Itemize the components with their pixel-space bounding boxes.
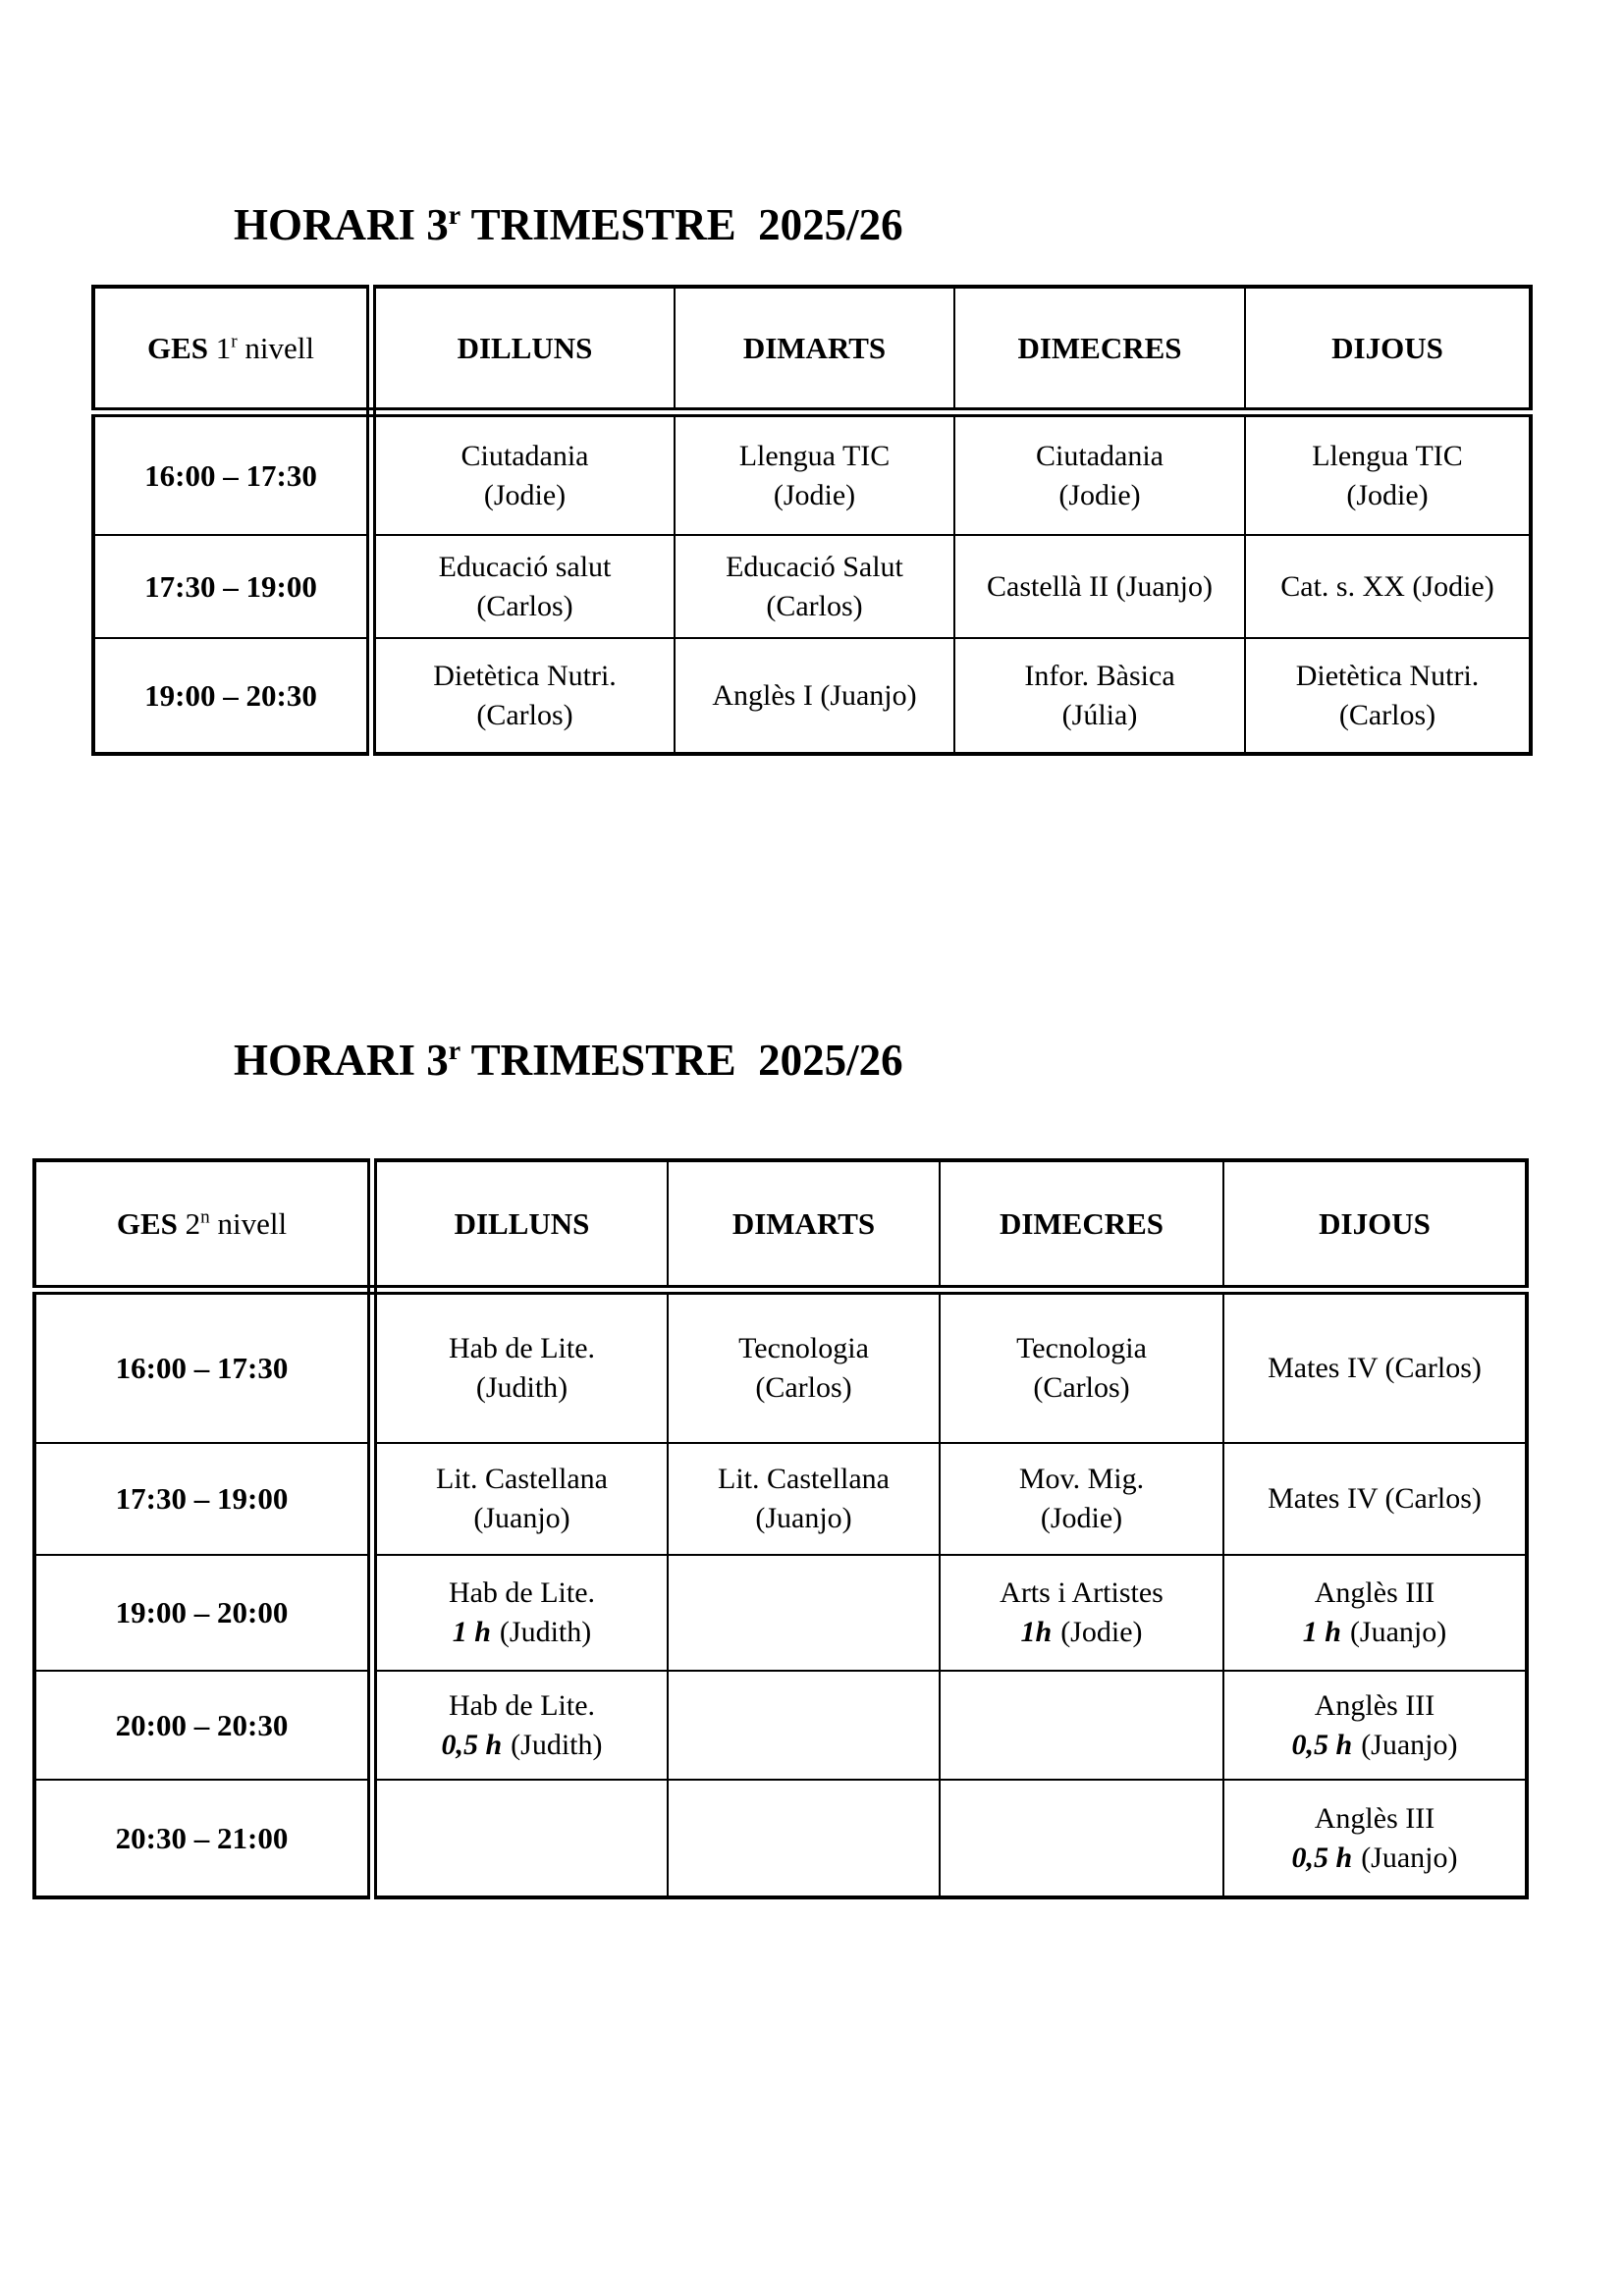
detail-line: [957, 696, 1242, 735]
day-header-dijous: DIJOUS: [1245, 287, 1531, 412]
class-cell-dilluns: [372, 1780, 668, 1897]
detail-line: [378, 476, 672, 515]
time-row: [34, 1780, 1527, 1897]
day-header-dimecres: DIMECRES: [954, 287, 1245, 412]
class-cell-dilluns: [372, 1443, 668, 1555]
class-cell-dijous: [1223, 1671, 1527, 1780]
detail-line: [1226, 1839, 1523, 1878]
class-cell-dijous: [1223, 1290, 1527, 1443]
subject-line: Tecnologia: [1016, 1332, 1147, 1364]
time-row: [93, 535, 1531, 638]
ges-1-schedule-table: [91, 285, 1533, 756]
day-header-dilluns: DILLUNS: [371, 287, 675, 412]
teacher-text: (Jodie): [1060, 1616, 1143, 1648]
detail-line: [379, 1368, 665, 1408]
time-slot-cell: 19:00 – 20:00: [34, 1555, 372, 1671]
time-slot-cell: 17:30 – 19:00: [93, 535, 371, 638]
detail-line: [671, 1499, 937, 1538]
time-row: [34, 1290, 1527, 1443]
subject-line: Ciutadania: [460, 439, 589, 472]
class-cell-dimarts: [675, 412, 954, 535]
day-header-dijous: DIJOUS: [1223, 1160, 1527, 1290]
class-cell-dimarts: [668, 1443, 940, 1555]
duration-text: 0,5 h: [1291, 1728, 1353, 1761]
class-cell-dilluns: [372, 1555, 668, 1671]
schedule-title-ges2: [234, 1035, 903, 1086]
subject-line: Dietètica Nutri.: [433, 659, 617, 692]
subject-line: Arts i Artistes: [1000, 1576, 1164, 1609]
class-cell-dimecres: [940, 1555, 1223, 1671]
subject-line: Hab de Lite.: [448, 1332, 596, 1364]
subject-line: Anglès III: [1314, 1688, 1435, 1722]
teacher-text: (Carlos): [476, 589, 573, 622]
teacher-text: (Jodie): [1058, 478, 1141, 511]
class-cell-dimecres: [940, 1443, 1223, 1555]
subject-line: Mates IV (Carlos): [1268, 1352, 1482, 1384]
detail-line: [943, 1368, 1220, 1408]
day-header-dilluns: DILLUNS: [372, 1160, 668, 1290]
subject-line: Lit. Castellana: [718, 1463, 890, 1495]
detail-line: [677, 476, 951, 515]
class-cell-dilluns: [371, 412, 675, 535]
group-name: GES: [146, 330, 208, 365]
class-cell-dimarts: [668, 1555, 940, 1671]
title-text: TRIMESTRE 2025/26: [470, 1036, 903, 1085]
class-cell-dijous: [1223, 1780, 1527, 1897]
time-row: [34, 1671, 1527, 1780]
time-row: [93, 412, 1531, 535]
teacher-text: (Judith): [511, 1728, 603, 1761]
teacher-text: (Carlos): [1338, 698, 1436, 731]
class-cell-dilluns: [372, 1290, 668, 1443]
title-superscript: r: [448, 200, 461, 231]
subject-line: Tecnologia: [738, 1332, 869, 1364]
class-cell-dimarts: [675, 638, 954, 754]
subject-line: Llengua TIC: [738, 439, 891, 472]
group-level: 1: [215, 330, 232, 365]
class-cell-dijous: [1245, 638, 1531, 754]
class-cell-dimecres: [954, 412, 1245, 535]
class-cell-dijous: [1245, 535, 1531, 638]
class-cell-dimarts: [668, 1290, 940, 1443]
teacher-text: (Jodie): [773, 478, 856, 511]
teacher-text: (Carlos): [476, 698, 573, 731]
teacher-text: (Juanjo): [1349, 1616, 1447, 1648]
subject-line: Educació salut: [438, 550, 612, 583]
teacher-text: (Carlos): [755, 1371, 852, 1404]
class-cell-dijous: [1223, 1555, 1527, 1671]
group-header-ges2: [34, 1160, 372, 1290]
detail-line: [943, 1613, 1220, 1652]
title-text: HORARI 3: [234, 200, 449, 249]
detail-line: [943, 1499, 1220, 1538]
teacher-text: (Jodie): [1346, 478, 1429, 511]
class-cell-dijous: [1245, 412, 1531, 535]
class-cell-dilluns: [372, 1671, 668, 1780]
teacher-text: (Jodie): [1040, 1502, 1123, 1534]
title-text: HORARI 3: [234, 1036, 449, 1085]
time-slot-cell: 16:00 – 17:30: [93, 412, 371, 535]
duration-text: 1h: [1020, 1616, 1053, 1648]
group-superscript: n: [200, 1206, 210, 1228]
time-row: [34, 1555, 1527, 1671]
time-row: [34, 1443, 1527, 1555]
detail-line: [957, 476, 1242, 515]
teacher-text: (Jodie): [483, 478, 567, 511]
group-superscript: r: [231, 331, 238, 352]
subject-line: Anglès III: [1314, 1801, 1435, 1835]
day-header-dimecres: DIMECRES: [940, 1160, 1223, 1290]
detail-line: [379, 1613, 665, 1652]
teacher-text: (Carlos): [766, 589, 863, 622]
group-name: GES: [116, 1205, 178, 1241]
detail-line: [1248, 476, 1527, 515]
detail-line: [1248, 696, 1527, 735]
day-header-dimarts: DIMARTS: [675, 287, 954, 412]
time-slot-cell: 16:00 – 17:30: [34, 1290, 372, 1443]
subject-line: Infor. Bàsica: [1024, 659, 1175, 692]
class-cell-dimecres: [940, 1290, 1223, 1443]
class-cell-dimecres: [940, 1780, 1223, 1897]
detail-line: [379, 1726, 665, 1765]
group-level-word: nivell: [217, 1205, 288, 1241]
teacher-text: (Juanjo): [755, 1502, 852, 1534]
group-level: 2: [185, 1205, 201, 1241]
duration-text: 1 h: [1302, 1616, 1341, 1648]
class-cell-dilluns: [371, 535, 675, 638]
class-cell-dimarts: [675, 535, 954, 638]
title-superscript: r: [448, 1036, 461, 1066]
time-slot-cell: 19:00 – 20:30: [93, 638, 371, 754]
subject-line: Lit. Castellana: [436, 1463, 608, 1495]
detail-line: [378, 696, 672, 735]
subject-line: Llengua TIC: [1312, 439, 1463, 472]
schedule-title-ges1: [234, 199, 903, 250]
detail-line: [1226, 1726, 1523, 1765]
teacher-text: (Judith): [475, 1371, 568, 1404]
detail-line: [677, 587, 951, 626]
class-cell-dimarts: [668, 1671, 940, 1780]
time-slot-cell: 20:30 – 21:00: [34, 1780, 372, 1897]
time-row: [93, 638, 1531, 754]
title-text: TRIMESTRE 2025/26: [470, 200, 903, 249]
subject-line: Hab de Lite.: [448, 1688, 596, 1722]
class-cell-dimecres: [954, 535, 1245, 638]
detail-line: [379, 1499, 665, 1538]
header-row: [34, 1160, 1527, 1290]
detail-line: [671, 1368, 937, 1408]
subject-line: Anglès I (Juanjo): [712, 678, 917, 712]
detail-line: [1226, 1613, 1523, 1652]
duration-text: 0,5 h: [1291, 1841, 1353, 1874]
duration-text: 0,5 h: [441, 1728, 503, 1761]
subject-line: Mov. Mig.: [1018, 1463, 1145, 1495]
header-row: [93, 287, 1531, 412]
class-cell-dijous: [1223, 1443, 1527, 1555]
ges-2-schedule-table: [32, 1158, 1529, 1899]
subject-line: Castellà II (Juanjo): [987, 569, 1213, 603]
subject-line: Anglès III: [1314, 1576, 1435, 1609]
teacher-text: (Juanjo): [473, 1502, 570, 1534]
class-cell-dimarts: [668, 1780, 940, 1897]
time-slot-cell: 20:00 – 20:30: [34, 1671, 372, 1780]
teacher-text: (Juanjo): [1361, 1841, 1458, 1874]
day-header-dimarts: DIMARTS: [668, 1160, 940, 1290]
teacher-text: (Carlos): [1033, 1371, 1130, 1404]
teacher-text: (Judith): [499, 1616, 592, 1648]
subject-line: Hab de Lite.: [448, 1576, 596, 1609]
teacher-text: (Júlia): [1061, 698, 1138, 731]
subject-line: Cat. s. XX (Jodie): [1280, 569, 1494, 603]
time-slot-cell: 17:30 – 19:00: [34, 1443, 372, 1555]
duration-text: 1 h: [452, 1616, 491, 1648]
subject-line: Educació Salut: [726, 550, 903, 583]
class-cell-dimecres: [954, 638, 1245, 754]
subject-line: Dietètica Nutri.: [1295, 659, 1480, 692]
teacher-text: (Juanjo): [1361, 1728, 1458, 1761]
group-header-ges1: [93, 287, 371, 412]
subject-line: Ciutadania: [1036, 439, 1164, 472]
class-cell-dimecres: [940, 1671, 1223, 1780]
class-cell-dilluns: [371, 638, 675, 754]
detail-line: [378, 587, 672, 626]
subject-line: Mates IV (Carlos): [1268, 1482, 1482, 1515]
group-level-word: nivell: [244, 330, 315, 365]
